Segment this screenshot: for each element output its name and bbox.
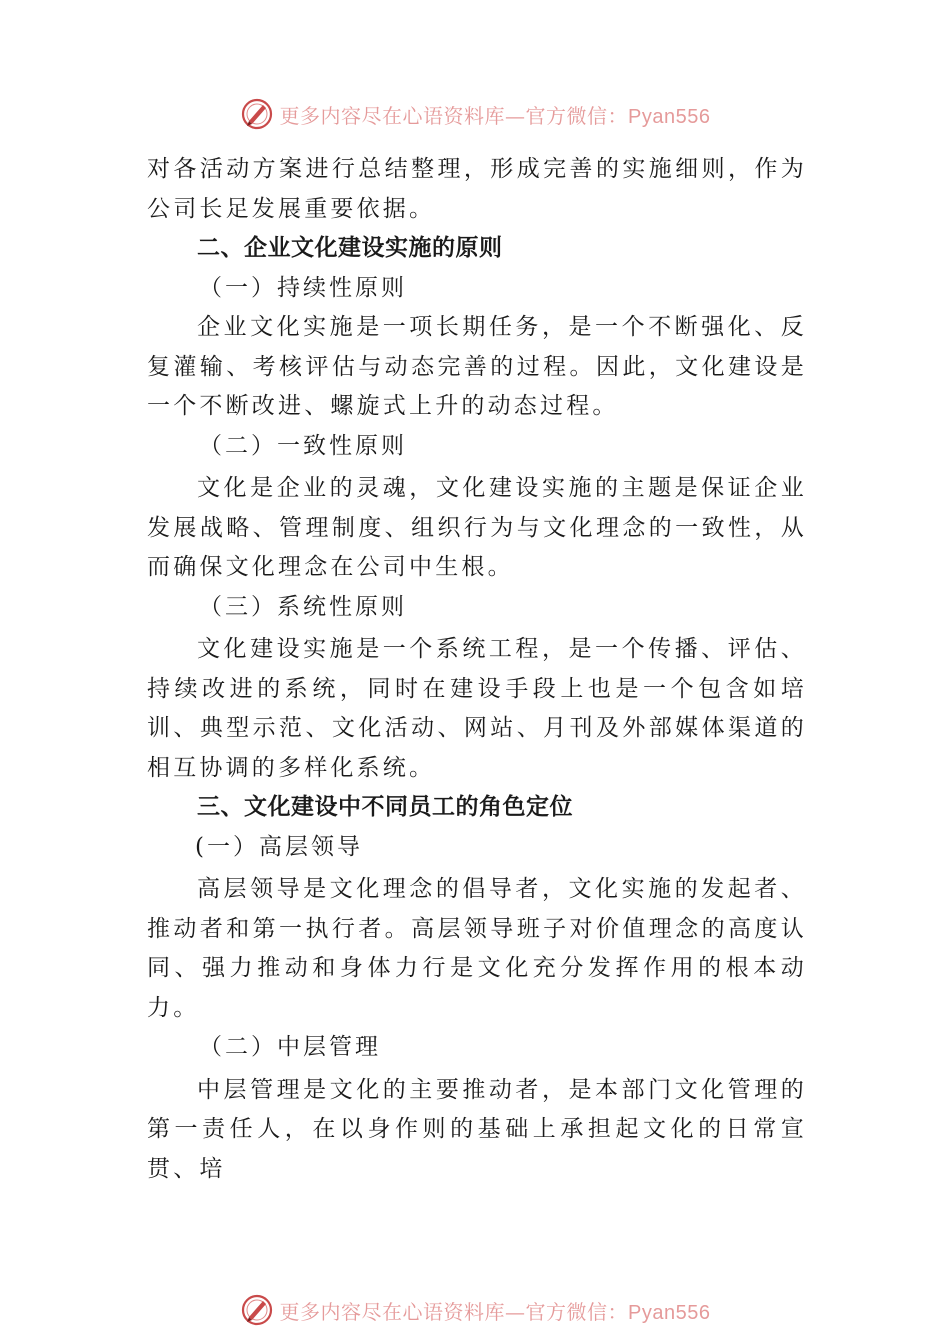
paragraph: 文化是企业的灵魂，文化建设实施的主题是保证企业发展战略、管理制度、组织行为与文化理念的一致性，从而确保文化理念在公司中生根。: [147, 475, 807, 580]
watermark-text: 更多内容尽在心语资料库—官方微信：Pyan556: [279, 1299, 711, 1324]
paragraph: 文化建设实施是一个系统工程，是一个传播、评估、持续改进的系统，同时在建设手段上也是一个包含如培训、典型示范、文化活动、网站、月刊及外部媒体渠道的相互协调的多样化系统。: [147, 636, 807, 781]
pen-seal-icon: [240, 97, 274, 131]
subsection-heading: (一）高层领导: [195, 833, 363, 860]
paragraph: 中层管理是文化的主要推动者，是本部门文化管理的第一责任人，在以身作则的基础上承担起文化的日常宣贯、培: [147, 1076, 807, 1182]
watermark-text: 更多内容尽在心语资料库—官方微信：Pyan556: [279, 103, 711, 128]
subsection-heading: （二）一致性原则: [199, 432, 407, 459]
header-watermark: [0, 94, 950, 134]
document-body: [147, 150, 807, 1189]
subsection-heading: （三）系统性原则: [199, 593, 407, 620]
subsection-heading: （二）中层管理: [199, 1034, 381, 1060]
paragraph: 高层领导是文化理念的倡导者，文化实施的发起者、推动者和第一执行者。高层领导班子对价值理念的高度认同、强力推动和身体力行是文化充分发挥作用的根本动力。: [147, 876, 807, 1021]
section-heading: 二、企业文化建设实施的原则: [197, 235, 503, 261]
subsection-heading: （一）持续性原则: [199, 274, 407, 301]
section-heading: 三、文化建设中不同员工的角色定位: [197, 794, 573, 820]
paragraph: 企业文化实施是一项长期任务，是一个不断强化、反复灌输、考核评估与动态完善的过程。因此，文化建设是一个不断改进、螺旋式上升的动态过程。: [147, 314, 807, 419]
pen-seal-icon: [240, 1293, 274, 1327]
paragraph: 对各活动方案进行总结整理，形成完善的实施细则，作为公司长足发展重要依据。: [147, 156, 807, 222]
footer-watermark: [0, 1290, 950, 1330]
